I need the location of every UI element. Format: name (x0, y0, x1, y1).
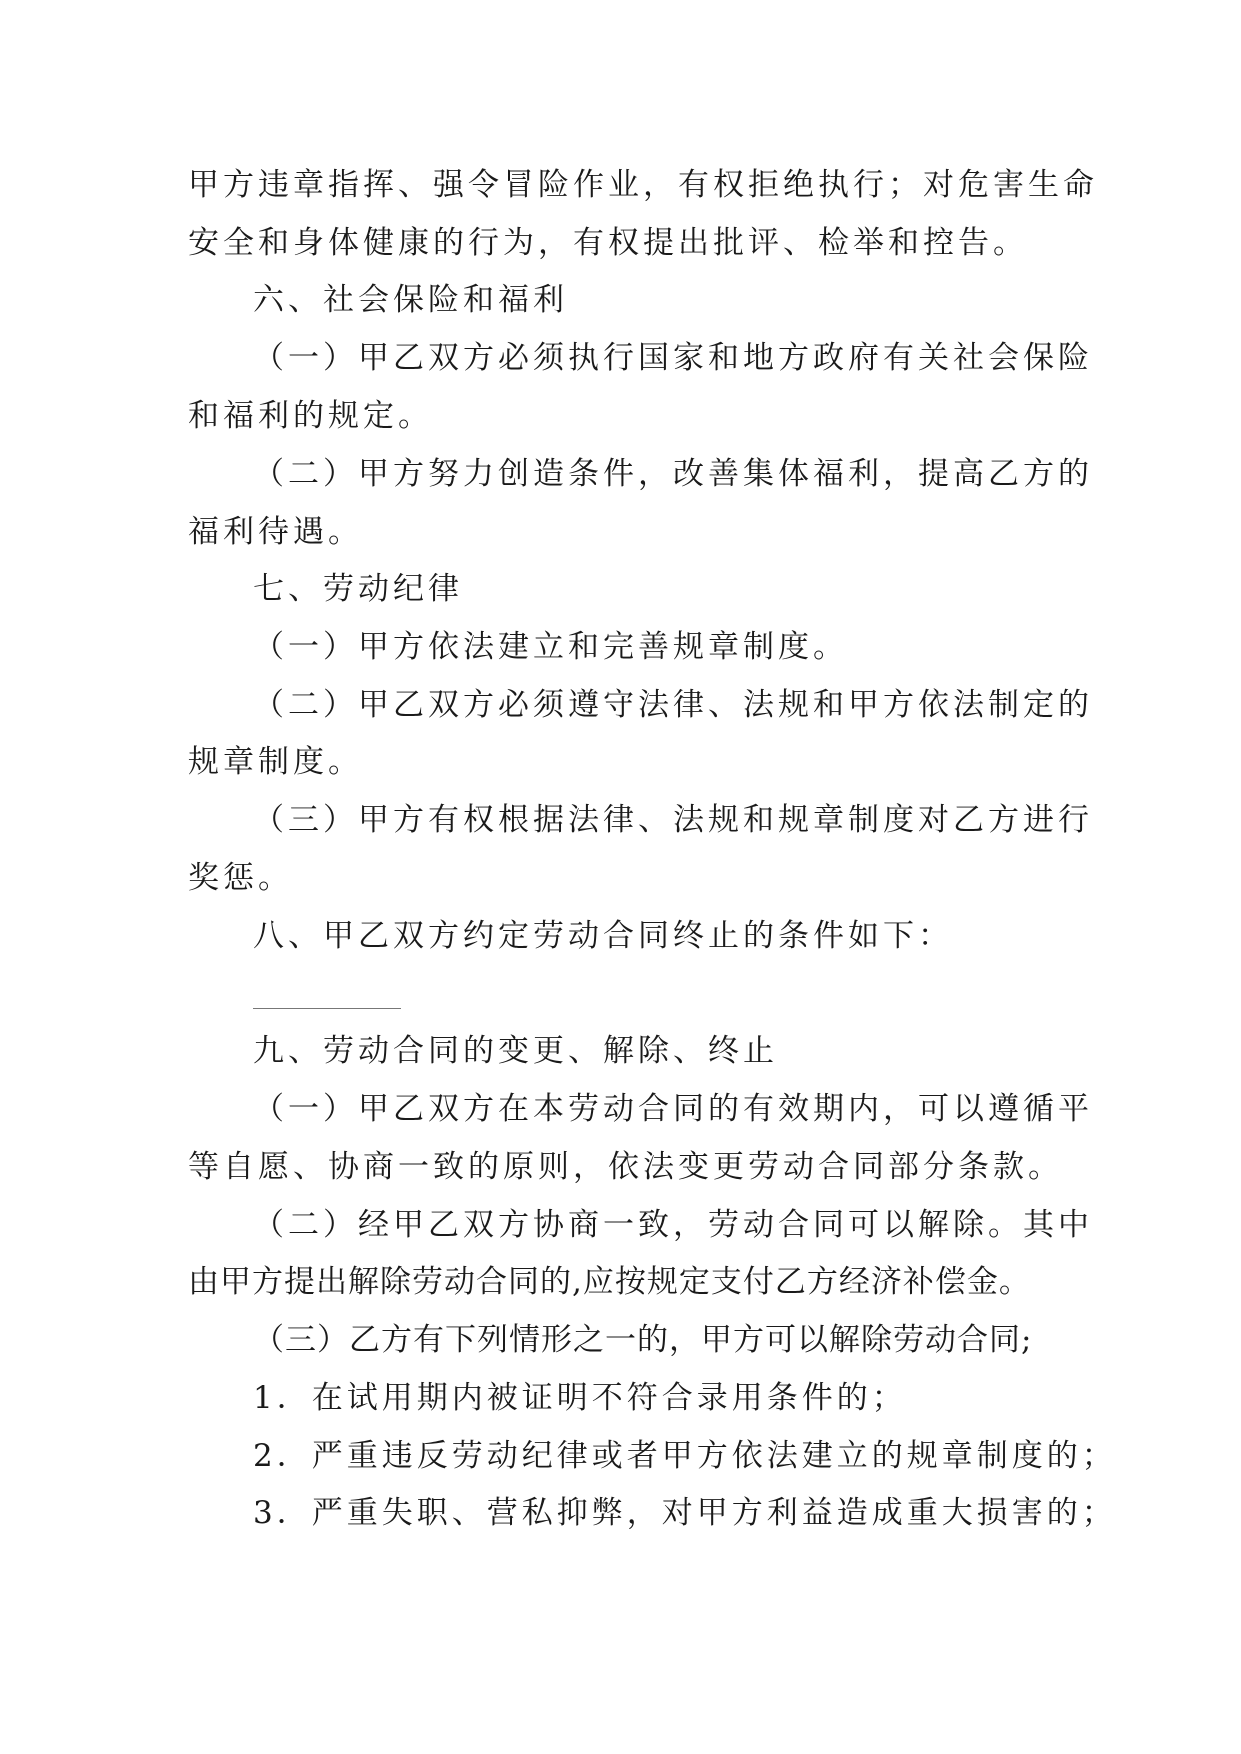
list-item: 3．严重失职、营私抑弊，对甲方利益造成重大损害的； (253, 1495, 1117, 1531)
text-line: 安全和身体健康的行为，有权提出批评、检举和控告。 (188, 225, 1028, 261)
section-heading: 七、劳动纪律 (253, 571, 463, 607)
text-line: （一）甲乙双方在本劳动合同的有效期内，可以遵循平 (253, 1091, 1093, 1127)
text-line: 规章制度。 (188, 744, 363, 780)
text-line: 等自愿、协商一致的原则，依法变更劳动合同部分条款。 (188, 1149, 1063, 1185)
text-line: 奖惩。 (188, 860, 293, 896)
text-line: 甲方违章指挥、强令冒险作业，有权拒绝执行；对危害生命 (188, 167, 1098, 203)
text-line: （二）经甲乙双方协商一致，劳动合同可以解除。其中 (253, 1207, 1093, 1243)
list-item: 2．严重违反劳动纪律或者甲方依法建立的规章制度的； (253, 1438, 1117, 1474)
text-line: （三）甲方有权根据法律、法规和规章制度对乙方进行 (253, 802, 1093, 838)
list-item: 1．在试用期内被证明不符合录用条件的； (253, 1380, 907, 1416)
text-line: （二）甲方努力创造条件，改善集体福利，提高乙方的 (253, 456, 1093, 492)
text-line: （三）乙方有下列情形之一的，甲方可以解除劳动合同; (253, 1322, 1033, 1358)
section-heading: 八、甲乙双方约定劳动合同终止的条件如下： (253, 918, 953, 954)
text-line: 由甲方提出解除劳动合同的,应按规定支付乙方经济补偿金。 (188, 1264, 1031, 1300)
text-line: 和福利的规定。 (188, 398, 433, 434)
section-heading: 六、社会保险和福利 (253, 282, 568, 318)
text-line: （一）甲乙双方必须执行国家和地方政府有关社会保险 (253, 340, 1093, 376)
text-line: （一）甲方依法建立和完善规章制度。 (253, 629, 848, 665)
text-line: （二）甲乙双方必须遵守法律、法规和甲方依法制定的 (253, 687, 1093, 723)
fill-in-blank-line (253, 1008, 401, 1009)
section-heading: 九、劳动合同的变更、解除、终止 (253, 1033, 778, 1069)
text-line: 福利待遇。 (188, 514, 363, 550)
